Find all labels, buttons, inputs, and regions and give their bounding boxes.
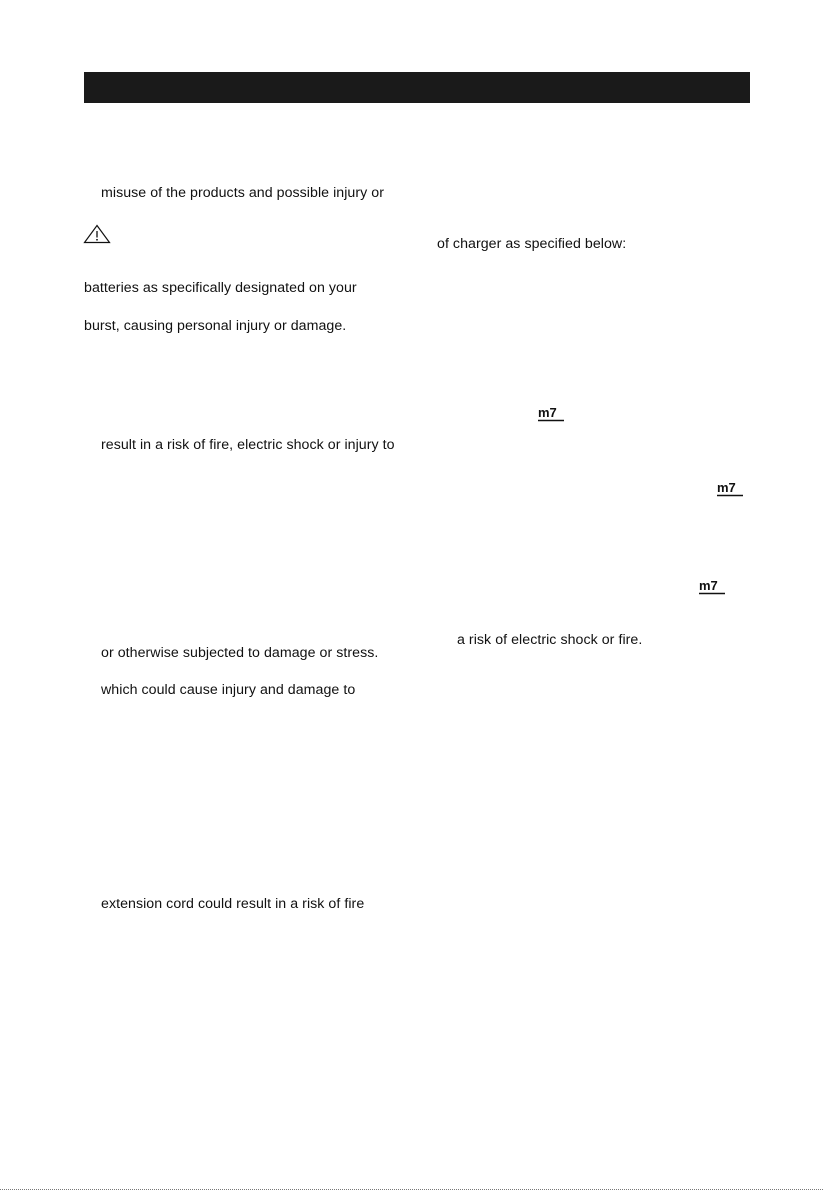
left-text-line: batteries as specifically designated on your	[84, 280, 357, 296]
m7-logo-text: m7	[717, 480, 736, 495]
m7-logo-icon	[716, 480, 746, 498]
left-text-line: extension cord could result in a risk of fire	[101, 896, 365, 912]
section-header-bar	[84, 72, 750, 103]
left-text-line: misuse of the products and possible injury or	[101, 185, 384, 201]
m7-logo-text: m7	[699, 578, 718, 593]
m7-logo-icon	[698, 578, 728, 596]
right-text-line: a risk of electric shock or fire.	[457, 632, 643, 648]
left-text-line: result in a risk of fire, electric shock or injury to	[101, 437, 395, 453]
left-text-line: burst, causing personal injury or damage.	[84, 318, 347, 334]
page-bottom-rule	[0, 1189, 823, 1190]
left-text-line: or otherwise subjected to damage or stress.	[101, 645, 379, 661]
warning-triangle-icon	[83, 224, 111, 244]
m7-logo-text: m7	[538, 405, 557, 420]
right-text-line: of charger as specified below:	[437, 236, 627, 252]
left-text-line: which could cause injury and damage to	[101, 682, 356, 698]
m7-logo-icon	[537, 405, 567, 423]
